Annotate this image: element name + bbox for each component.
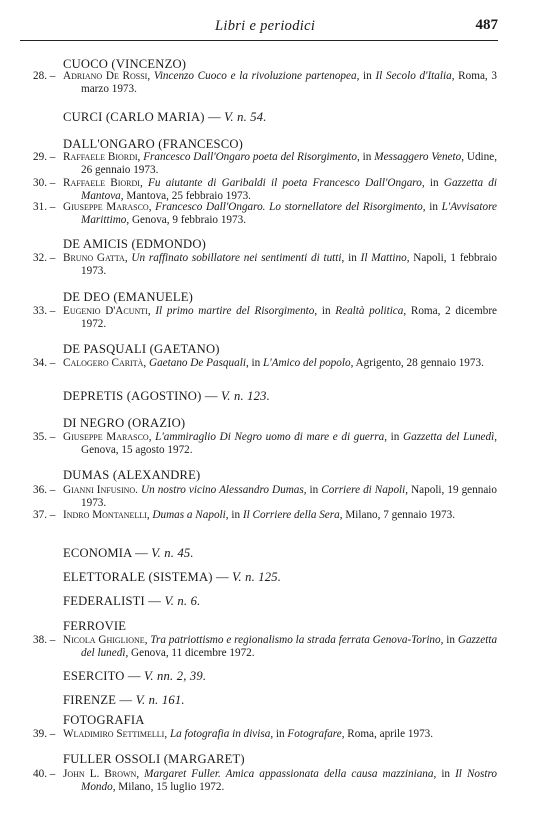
entry-number: 33. –	[33, 305, 56, 317]
entry-text	[63, 70, 497, 95]
entry-details: , Genova, 9 febbraio 1973.	[126, 213, 246, 226]
entry-details: , in	[421, 177, 444, 189]
entry-details: , in	[357, 151, 375, 163]
entry-number: 37. –	[33, 509, 56, 521]
entry-details: ,	[144, 634, 151, 646]
bibliography-entry	[33, 305, 497, 330]
bibliography-entry	[33, 431, 497, 456]
bibliography-entry	[33, 70, 497, 95]
cross-reference	[63, 570, 281, 585]
entry-author: Gianni Infusino	[63, 484, 136, 496]
entry-title: Messaggero Veneto	[374, 151, 462, 163]
entry-text	[63, 252, 497, 277]
entry-title: Il Mattino	[360, 252, 407, 264]
xref-target: V. n. 161.	[135, 693, 185, 707]
entry-details: , in	[270, 728, 288, 740]
entry-title: Il Nostro Mondo	[81, 768, 498, 793]
xref-target: V. n. 45.	[151, 546, 194, 560]
bibliography-entry	[33, 177, 497, 202]
entry-details: , Mantova, 25 febbraio 1973.	[120, 189, 251, 202]
entry-author: Eugenio D'Acunti	[63, 305, 148, 317]
entry-title: Francesco Dall'Ongaro. Lo stornellatore del Risorgimento	[155, 201, 423, 213]
cross-reference	[63, 669, 206, 684]
entry-title: Francesco Dall'Ongaro poeta del Risorgimento	[143, 151, 357, 163]
entry-text	[63, 768, 497, 793]
entry-text	[63, 431, 497, 456]
entry-title: Il Secolo d'Italia	[375, 70, 452, 82]
bibliography-entry	[33, 768, 497, 793]
xref-name: ESERCITO —	[63, 669, 141, 683]
entry-details: , in	[422, 201, 442, 213]
cross-reference	[63, 389, 270, 404]
entry-text	[63, 357, 497, 370]
entry-details: ,	[148, 201, 156, 213]
entry-author: John L. Brown	[63, 768, 137, 780]
author-heading: DE AMICIS (EDMONDO)	[63, 237, 207, 251]
xref-name: FIRENZE —	[63, 693, 133, 707]
entry-details: ,	[147, 305, 156, 317]
xref-name: FEDERALISTI —	[63, 594, 162, 608]
author-heading: DE PASQUALI (GAETANO)	[63, 342, 220, 356]
entry-author: Nicola Ghiglione	[63, 634, 145, 646]
entry-details: , Napoli, 1 febbraio 1973.	[81, 252, 497, 277]
entry-number: 30. –	[33, 177, 56, 189]
cross-reference	[63, 110, 267, 125]
entry-details: , Agrigento, 28 gennaio 1973.	[350, 357, 484, 369]
bibliography-entry	[33, 728, 497, 741]
entry-number: 36. –	[33, 484, 56, 496]
entry-title: Margaret Fuller. Amica appassionata della causa mazziniana	[144, 768, 434, 780]
xref-target: V. n. 54.	[224, 110, 267, 124]
entry-details: , in	[433, 768, 456, 780]
entry-details: , Roma, aprile 1973.	[341, 728, 434, 740]
author-heading: DE DEO (EMANUELE)	[63, 290, 194, 304]
bibliography-entry	[33, 484, 497, 509]
entry-text	[63, 177, 497, 202]
entry-details: , Udine, 26 gennaio 1973.	[81, 151, 498, 176]
entry-details: ,	[124, 252, 132, 264]
cross-reference	[63, 594, 200, 609]
bibliography-entry	[33, 509, 497, 522]
entry-title: La fotografia in divisa	[169, 728, 271, 740]
entry-author: Indro Montanelli	[63, 509, 147, 521]
entry-details: ,	[146, 509, 153, 521]
entry-title: Gazzetta del Lunedì	[403, 431, 495, 443]
entry-text	[63, 728, 497, 741]
entry-title: Dumas a Napoli	[152, 509, 226, 521]
entry-details: .	[135, 484, 141, 496]
author-heading: CUOCO (VINCENZO)	[63, 57, 187, 71]
entry-text	[63, 201, 497, 226]
entry-text	[63, 151, 497, 176]
entry-author: Giuseppe Marasco	[63, 431, 149, 443]
entry-author: Raffaele Biordi	[63, 151, 138, 163]
entry-details: , in	[245, 357, 264, 369]
entry-text	[63, 305, 497, 330]
xref-target: V. nn. 2, 39.	[144, 669, 207, 683]
entry-details: ,	[143, 357, 149, 369]
entry-title: Corriere di Napoli	[321, 484, 406, 496]
entry-details: , in	[303, 484, 322, 496]
author-heading: FULLER OSSOLI (MARGARET)	[63, 752, 245, 766]
bibliography-entry	[33, 357, 497, 370]
entry-title: L'ammiraglio Di Negro uomo di mare e di guerra	[155, 431, 385, 443]
bibliography-entry	[33, 151, 497, 176]
entry-title: Vincenzo Cuoco e la rivoluzione partenopea	[153, 70, 357, 82]
cross-reference	[63, 546, 194, 561]
entry-number: 39. –	[33, 728, 56, 740]
entry-details: ,	[147, 70, 154, 82]
entry-author: Raffaele Biordi	[63, 177, 140, 189]
entry-title: Un nostro vicino Alessandro Dumas	[141, 484, 304, 496]
entry-details: , Napoli, 19 gennaio 1973.	[81, 484, 497, 509]
entry-author: Giuseppe Marasco	[63, 201, 149, 213]
entry-number: 29. –	[33, 151, 56, 163]
author-heading: DUMAS (ALEXANDRE)	[63, 468, 201, 482]
xref-name: ELETTORALE (SISTEMA) —	[63, 570, 229, 584]
entry-details: , in	[341, 252, 361, 264]
cross-reference	[63, 693, 185, 708]
entry-title: Un raffinato sobillatore nei sentimenti di tutti	[131, 252, 342, 264]
entry-number: 40. –	[33, 768, 56, 780]
bibliography-entry	[33, 634, 497, 659]
entry-title: Fotografare	[287, 728, 342, 740]
xref-name: CURCI (CARLO MARIA) —	[63, 110, 221, 124]
entry-text	[63, 509, 497, 522]
entry-number: 34. –	[33, 357, 56, 369]
page-number: 487	[475, 17, 498, 33]
author-heading: FOTOGRAFIA	[63, 713, 145, 727]
entry-title: Realtà politica	[335, 305, 404, 317]
entry-details: , in	[356, 70, 376, 82]
entry-details: , in	[440, 634, 458, 646]
bibliography-entry	[33, 201, 497, 226]
entry-number: 35. –	[33, 431, 56, 443]
entry-details: , Roma, 3 marzo 1973.	[81, 70, 497, 95]
entry-author: Bruno Gatta	[63, 252, 125, 264]
entry-title: L'Avvisatore Marittimo	[81, 201, 498, 226]
author-heading: FERROVIE	[63, 619, 127, 633]
entry-details: , Roma, 2 dicembre 1972.	[81, 305, 498, 330]
entry-number: 31. –	[33, 201, 56, 213]
page-header	[20, 18, 498, 41]
entry-number: 32. –	[33, 252, 56, 264]
author-heading: DALL'ONGARO (FRANCESCO)	[63, 137, 244, 151]
entry-details: , Milano, 7 gennaio 1973.	[339, 509, 455, 521]
author-heading: DI NEGRO (ORAZIO)	[63, 416, 186, 430]
entry-author: Adriano De Rossi	[63, 70, 148, 82]
entry-details: ,	[148, 431, 156, 443]
running-title: Libri e periodici	[215, 18, 316, 34]
entry-title: Il primo martire del Risorgimento	[155, 305, 315, 317]
entry-details: , in	[314, 305, 336, 317]
entry-details: ,	[136, 768, 145, 780]
entry-title: Gazzetta del lunedì	[81, 634, 498, 659]
entry-details: , in	[225, 509, 243, 521]
entry-number: 38. –	[33, 634, 56, 646]
entry-details: , Genova, 11 dicembre 1972.	[125, 646, 255, 659]
xref-target: V. n. 125.	[232, 570, 282, 584]
entry-details: ,	[164, 728, 170, 740]
xref-target: V. n. 123.	[220, 389, 270, 403]
entry-title: Gazzetta di Mantova	[81, 177, 498, 202]
entry-text	[63, 634, 497, 659]
entry-title: Gaetano De Pasquali	[148, 357, 246, 369]
xref-name: ECONOMIA —	[63, 546, 148, 560]
entry-details: ,	[139, 177, 149, 189]
entry-details: , Milano, 15 luglio 1972.	[112, 780, 225, 793]
entry-text	[63, 484, 497, 509]
entry-details: ,	[137, 151, 144, 163]
entry-number: 28. –	[33, 70, 56, 82]
bibliography-entry	[33, 252, 497, 277]
entry-title: Tra patriottismo e regionalismo la strada ferrata Genova-Torino	[150, 634, 441, 646]
entry-title: Il Corriere della Sera	[242, 509, 340, 521]
entry-details: , in	[384, 431, 404, 443]
entry-author: Calogero Carità	[63, 357, 144, 369]
xref-target: V. n. 6.	[164, 594, 201, 608]
xref-name: DEPRETIS (AGOSTINO) —	[63, 389, 218, 403]
entry-author: Wladimiro Settimelli	[63, 728, 165, 740]
entry-title: Fu aiutante di Garibaldi il poeta Francesco Dall'Ongaro	[148, 177, 422, 189]
entry-details: , Genova, 15 agosto 1972.	[81, 431, 498, 456]
entry-title: L'Amico del popolo	[263, 357, 351, 369]
